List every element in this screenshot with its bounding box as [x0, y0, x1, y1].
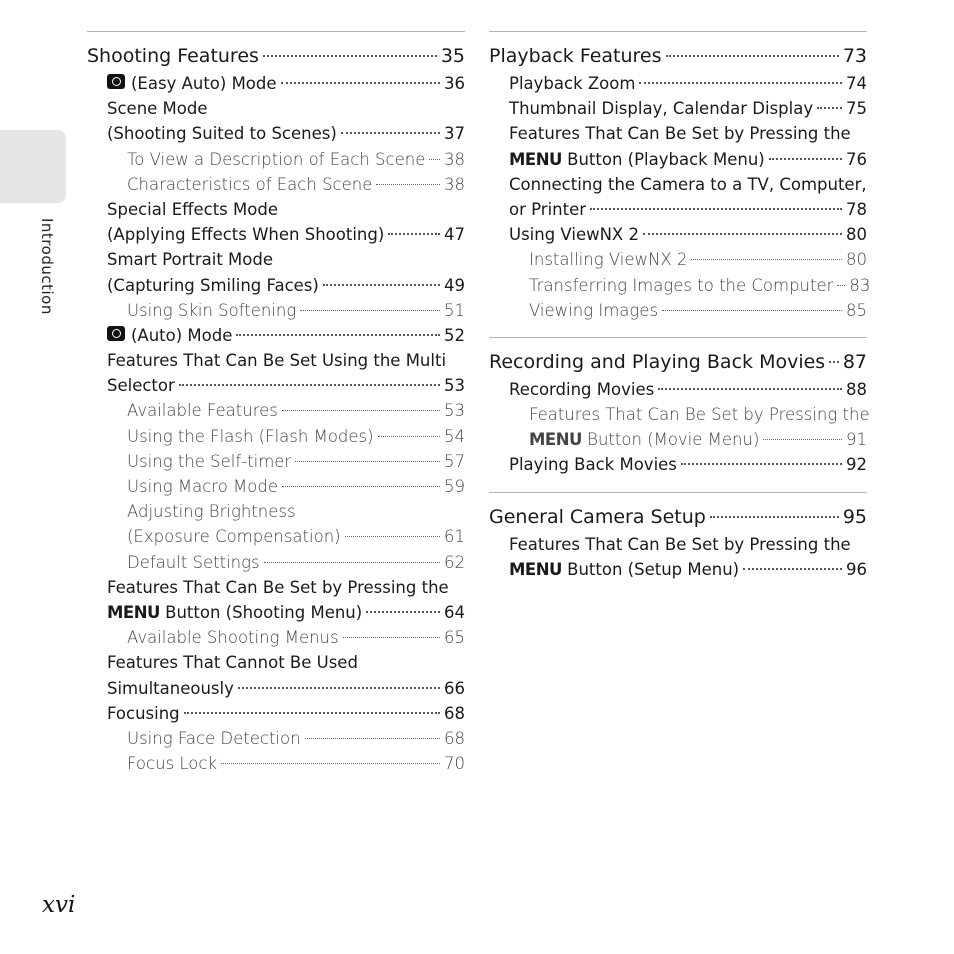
entry-title: Focus Lock — [127, 754, 217, 774]
toc-entry[interactable] — [489, 402, 870, 427]
entry-page-number: 53 — [444, 376, 465, 396]
toc-entry[interactable] — [489, 427, 867, 452]
dot-leader — [429, 159, 440, 160]
entry-title: MENU Button (Movie Menu) — [529, 430, 760, 450]
entry-page-number: 36 — [444, 74, 465, 93]
entry-title: Playing Back Movies — [509, 455, 677, 475]
toc-entry[interactable] — [87, 499, 465, 524]
dot-leader — [710, 516, 839, 518]
menu-button-glyph: MENU — [529, 430, 582, 450]
entry-page-number: 87 — [842, 350, 867, 373]
dot-leader — [662, 310, 842, 311]
dot-leader — [691, 259, 842, 260]
toc-entry[interactable] — [489, 452, 867, 477]
entry-title: Smart Portrait Mode — [107, 250, 274, 270]
toc-entry[interactable] — [87, 323, 465, 348]
dot-leader — [666, 55, 839, 57]
toc-section-heading[interactable] — [489, 42, 867, 71]
entry-page-number: 47 — [444, 225, 465, 245]
menu-button-glyph: MENU — [509, 149, 562, 169]
dot-leader — [281, 82, 440, 84]
dot-leader — [837, 285, 845, 286]
dot-leader — [179, 384, 440, 386]
toc-entry[interactable] — [87, 71, 465, 96]
toc-entry[interactable] — [87, 474, 465, 499]
toc-entry[interactable] — [489, 247, 867, 272]
toc-entry[interactable] — [87, 550, 465, 575]
toc-entry[interactable] — [87, 398, 465, 423]
dot-leader — [236, 334, 440, 336]
toc-entry[interactable] — [87, 298, 465, 323]
side-tab[interactable] — [0, 130, 66, 203]
toc-entry[interactable] — [87, 600, 465, 625]
dot-leader — [829, 361, 839, 363]
entry-page-number: 37 — [444, 124, 465, 144]
entry-title: Recording and Playing Back Movies — [489, 350, 826, 373]
toc-entry[interactable] — [87, 701, 465, 726]
page-number: xvi — [42, 892, 76, 918]
toc-section — [489, 492, 867, 582]
dot-leader — [817, 107, 842, 109]
entry-page-number: 61 — [444, 527, 465, 547]
toc-entry[interactable] — [489, 71, 867, 96]
entry-title: Using Macro Mode — [127, 477, 278, 496]
auto-mode-camera-icon — [107, 326, 125, 341]
toc-entry[interactable] — [489, 197, 867, 222]
dot-leader — [305, 738, 440, 739]
toc-section — [87, 31, 465, 776]
dot-leader — [643, 233, 842, 235]
entry-title: Features That Can Be Set by Pressing the — [509, 124, 851, 144]
entry-title: Thumbnail Display, Calendar Display — [509, 99, 814, 119]
entry-title: Using ViewNX 2 — [509, 225, 639, 245]
entry-title: To View a Description of Each Scene — [127, 149, 426, 169]
entry-title: or Printer — [509, 199, 587, 219]
entry-page-number: 65 — [444, 628, 465, 648]
entry-title: Features That Can Be Set by Pressing the — [529, 405, 870, 425]
toc-section — [489, 337, 870, 478]
dot-leader — [376, 184, 440, 185]
entry-page-number: 91 — [846, 430, 867, 450]
entry-page-number: 54 — [444, 426, 465, 446]
entry-page-number: 66 — [444, 678, 465, 698]
entry-title: Playback Features — [489, 45, 662, 67]
easy-auto-mode-icon — [107, 74, 125, 89]
entry-page-number: 52 — [444, 325, 465, 345]
dot-leader — [345, 536, 440, 537]
entry-title: (Applying Effects When Shooting) — [107, 225, 385, 245]
entry-title: Features That Can Be Set Using the Multi — [107, 351, 447, 371]
entry-title: Shooting Features — [87, 45, 259, 67]
entry-title: Default Settings — [127, 552, 260, 572]
entry-page-number: 74 — [846, 74, 867, 93]
toc-entry[interactable] — [489, 121, 867, 146]
entry-title: Adjusting Brightness — [127, 502, 296, 522]
toc-entry[interactable] — [489, 222, 867, 247]
toc-entry[interactable] — [87, 726, 465, 751]
toc-entry[interactable] — [489, 172, 867, 197]
toc-entry[interactable] — [87, 197, 465, 222]
entry-title: (Auto) Mode — [131, 325, 233, 345]
toc-entry[interactable] — [87, 424, 465, 449]
entry-page-number: 92 — [846, 455, 867, 475]
toc-section-heading[interactable] — [489, 348, 867, 377]
entry-page-number: 38 — [444, 174, 465, 194]
dot-leader — [282, 486, 440, 487]
dot-leader — [639, 82, 842, 84]
entry-title: Available Features — [127, 401, 278, 421]
entry-title: Available Shooting Menus — [127, 628, 339, 648]
dot-leader — [378, 436, 440, 437]
toc-right-column — [489, 31, 871, 596]
toc-entry[interactable] — [87, 650, 465, 675]
toc-entry[interactable] — [87, 449, 465, 474]
dot-leader — [263, 55, 437, 57]
toc-entry[interactable] — [489, 532, 867, 557]
entry-page-number: 68 — [444, 703, 465, 723]
entry-page-number: 59 — [444, 477, 465, 496]
dot-leader — [221, 763, 440, 764]
dot-leader — [264, 562, 440, 563]
dot-leader — [763, 439, 842, 440]
entry-title: MENU Button (Shooting Menu) — [107, 602, 363, 622]
toc-entry[interactable] — [489, 298, 867, 323]
toc-entry[interactable] — [87, 247, 465, 272]
toc-entry[interactable] — [87, 96, 465, 121]
entry-page-number: 49 — [444, 275, 465, 295]
entry-title: (Exposure Compensation) — [127, 527, 341, 547]
entry-page-number: 68 — [444, 728, 465, 748]
entry-title: Selector — [107, 376, 175, 396]
entry-title: Using the Flash (Flash Modes) — [127, 426, 374, 446]
dot-leader — [388, 233, 440, 235]
entry-page-number: 95 — [842, 505, 867, 528]
dot-leader — [300, 310, 440, 311]
entry-title: Focusing — [107, 703, 180, 723]
entry-title: (Shooting Suited to Scenes) — [107, 124, 337, 144]
entry-title: (Capturing Smiling Faces) — [107, 275, 319, 295]
entry-page-number: 96 — [846, 559, 867, 579]
toc-entry[interactable] — [489, 96, 867, 121]
entry-page-number: 80 — [846, 250, 867, 270]
entry-page-number: 75 — [846, 99, 867, 119]
toc-section — [489, 31, 871, 323]
toc-entry[interactable] — [87, 172, 465, 197]
entry-page-number: 53 — [444, 401, 465, 421]
menu-button-glyph: MENU — [509, 559, 562, 579]
entry-title: MENU Button (Setup Menu) — [509, 559, 740, 579]
entry-title: Using Skin Softening — [127, 300, 297, 320]
entry-title: Using Face Detection — [127, 728, 301, 748]
dot-leader — [323, 284, 440, 286]
entry-page-number: 57 — [444, 451, 465, 471]
dot-leader — [658, 388, 842, 390]
toc-entry[interactable] — [87, 625, 465, 650]
toc-entry[interactable] — [87, 273, 465, 298]
dot-leader — [343, 637, 440, 638]
toc-entry[interactable] — [87, 751, 465, 776]
toc-section-heading[interactable] — [489, 503, 867, 532]
menu-button-glyph: MENU — [107, 602, 160, 622]
entry-page-number: 88 — [846, 379, 867, 399]
entry-title: Simultaneously — [107, 678, 234, 698]
toc-entry[interactable] — [489, 557, 867, 582]
toc-entry[interactable] — [87, 348, 465, 373]
entry-title: MENU Button (Playback Menu) — [509, 149, 765, 169]
entry-title: Special Effects Mode — [107, 199, 278, 219]
entry-title: Transferring Images to the Computer — [529, 275, 834, 295]
entry-page-number: 38 — [444, 149, 465, 169]
side-tab-label: Introduction — [38, 218, 56, 315]
toc-entry[interactable] — [87, 121, 465, 146]
entry-page-number: 35 — [440, 45, 465, 67]
entry-page-number: 51 — [444, 300, 465, 320]
dot-leader — [681, 463, 842, 465]
dot-leader — [341, 132, 440, 134]
entry-title: Features That Cannot Be Used — [107, 653, 358, 673]
toc-entry[interactable] — [87, 575, 465, 600]
dot-leader — [295, 461, 440, 462]
dot-leader — [769, 158, 842, 160]
entry-title: (Easy Auto) Mode — [131, 74, 277, 93]
toc-entry[interactable] — [87, 147, 465, 172]
entry-page-number: 83 — [849, 275, 871, 295]
toc-entry[interactable] — [489, 377, 867, 402]
dot-leader — [366, 611, 440, 613]
entry-title: Installing ViewNX 2 — [529, 250, 688, 270]
entry-title: General Camera Setup — [489, 505, 706, 528]
entry-page-number: 70 — [444, 754, 465, 774]
entry-page-number: 80 — [846, 225, 867, 245]
toc-entry[interactable] — [87, 222, 465, 247]
toc-entry[interactable] — [489, 273, 871, 298]
entry-title: Connecting the Camera to a TV, Computer, — [509, 174, 867, 194]
dot-leader — [238, 687, 440, 689]
entry-title: Recording Movies — [509, 379, 655, 399]
toc-entry[interactable] — [87, 524, 465, 549]
toc-section-heading[interactable] — [87, 42, 465, 71]
entry-title: Playback Zoom — [509, 74, 636, 93]
entry-title: Scene Mode — [107, 99, 208, 119]
entry-page-number: 64 — [444, 602, 465, 622]
entry-page-number: 78 — [846, 199, 867, 219]
entry-page-number: 62 — [444, 552, 465, 572]
entry-title: Features That Can Be Set by Pressing the — [509, 534, 851, 554]
dot-leader — [184, 712, 440, 714]
dot-leader — [590, 208, 842, 210]
entry-title: Features That Can Be Set by Pressing the — [107, 577, 449, 597]
toc-entry[interactable] — [87, 676, 465, 701]
entry-title: Using the Self-timer — [127, 451, 292, 471]
entry-page-number: 85 — [846, 300, 867, 320]
toc-entry[interactable] — [489, 147, 867, 172]
dot-leader — [282, 410, 440, 411]
entry-page-number: 76 — [846, 149, 867, 169]
entry-title: Viewing Images — [529, 300, 659, 320]
toc-left-column — [87, 31, 465, 790]
entry-title: Characteristics of Each Scene — [127, 174, 373, 194]
entry-page-number: 73 — [842, 45, 867, 67]
toc-entry[interactable] — [87, 373, 465, 398]
dot-leader — [743, 568, 842, 570]
